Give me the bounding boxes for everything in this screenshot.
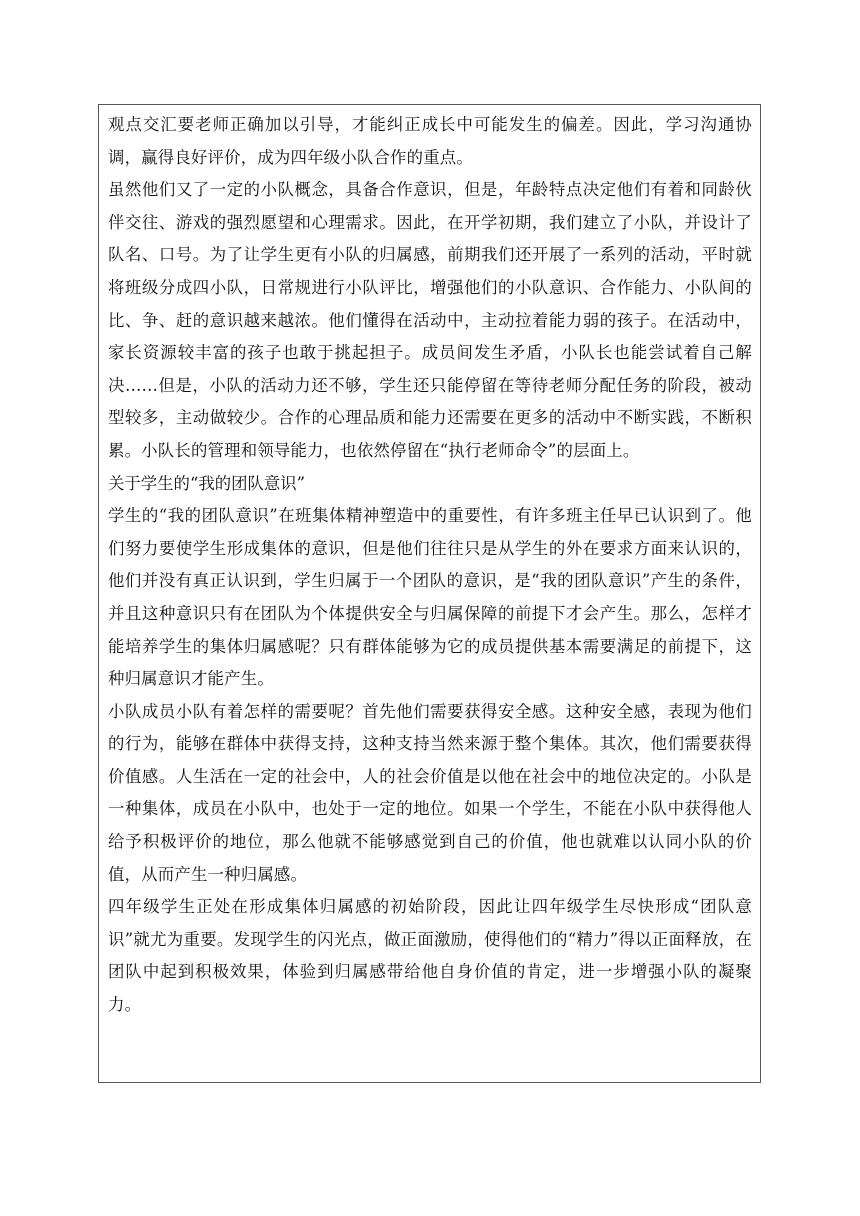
paragraph-belonging-stage: 四年级学生正处在形成集体归属感的初始阶段，因此让四年级学生尽快形成“团队意识”就尤为重要。发现学生的闪光点，做正面激励，使得他们的“精力”得以正面释放，在团队中起到积极效果，体验到归属感带给他自身价值的肯定，进一步增强小队的凝聚力。 — [108, 897, 752, 1015]
document-table-cell — [98, 104, 761, 1083]
section-heading-team-awareness: 关于学生的“我的团队意识” — [108, 473, 306, 493]
paragraph-team-concept: 虽然他们又了一定的小队概念，具备合作意识，但是，年龄特点决定他们有着和同龄伙伴交往、游戏的强烈愿望和心理需求。因此，在开学初期，我们建立了小队，并设计了队名、口号。为了让学生更有小队的归属感，前期我们还开展了一系列的活动，平时就将班级分成四小队，日常规进行小队评比，增强他们的小队意识、合作能力、小队间的比、争、赶的意识越来越浓。他们懂得在活动中，主动拉着能力弱的孩子。在活动中，家长资源较丰富的孩子也敢于挑起担子。成员间发生矛盾，小队长也能尝试着自己解决……但是，小队的活动力还不够，学生还只能停留在等待老师分配任务的阶段，被动型较多，主动做较少。合作的心理品质和能力还需要在更多的活动中不断实践，不断积累。小队长的管理和领导能力，也依然停留在“执行老师命令”的层面上。 — [108, 180, 752, 460]
paragraph-team-awareness: 学生的“我的团队意识”在班集体精神塑造中的重要性，有许多班主任早已认识到了。他们努力要使学生形成集体的意识，但是他们往往只是从学生的外在要求方面来认识的，他们并没有真正认识到，学生归属于一个团队的意识，是“我的团队意识”产生的条件，并且这种意识只有在团队为个体提供安全与归属保障的前提下才会产生。那么，怎样才能培养学生的集体归属感呢？只有群体能够为它的成员提供基本需要满足的前提下，这种归属意识才能产生。 — [108, 506, 752, 689]
paragraph-teacher-guidance: 观点交汇要老师正确加以引导，才能纠正成长中可能发生的偏差。因此，学习沟通协调，赢得良好评价，成为四年级小队合作的重点。 — [108, 115, 752, 167]
paragraph-member-needs: 小队成员小队有着怎样的需要呢？首先他们需要获得安全感。这种安全感，表现为他们的行为，能够在群体中获得支持，这种支持当然来源于整个集体。其次，他们需要获得价值感。人生活在一定的社会中，人的社会价值是以他在社会中的地位决定的。小队是一种集体，成员在小队中，也处于一定的地位。如果一个学生，不能在小队中获得他人给予积极评价的地位，那么他就不能够感觉到自己的价值，他也就难以认同小队的价值，从而产生一种归属感。 — [108, 701, 752, 884]
